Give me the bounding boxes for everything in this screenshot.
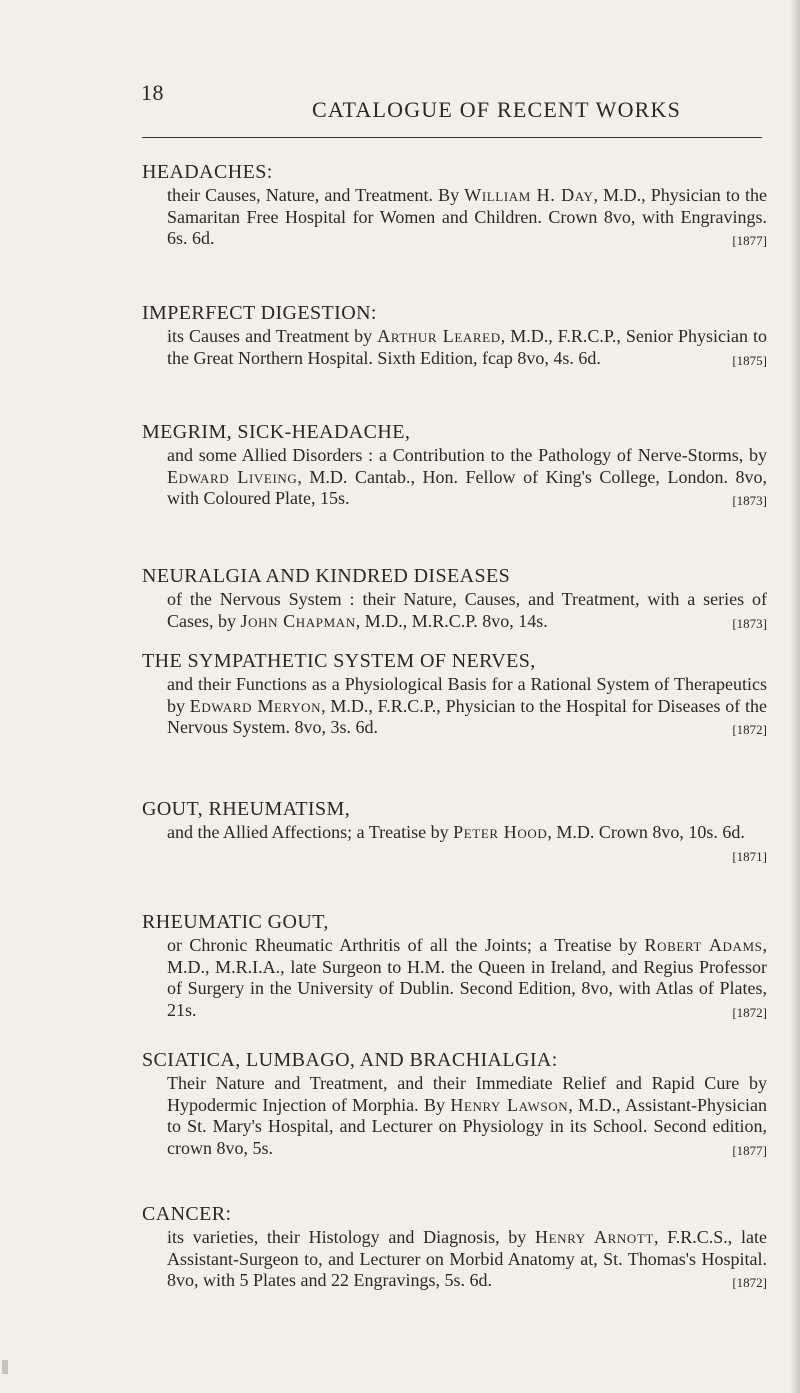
entry-text: of the Nervous System : their Nature, Causes, and Treatment, with a series of Cases, by bbox=[167, 589, 767, 631]
entry-title: SCIATICA, LUMBAGO, AND BRACHIALGIA: bbox=[142, 1049, 558, 1071]
entry-text-cont: , M.D., Assistant-Physician to St. Mary's Hospital, and Lecturer on Physiology in its School. Second edition, crown 8vo, 5s. bbox=[167, 1094, 767, 1158]
entry-author: Edward Liveing bbox=[167, 466, 298, 487]
entry-description bbox=[167, 185, 767, 252]
entry-author: Arthur Leared bbox=[377, 326, 501, 346]
entry-text: and the Allied Affections; a Treatise by bbox=[167, 822, 454, 842]
entry-year: [1872] bbox=[732, 1004, 767, 1020]
catalogue-entry bbox=[142, 1202, 767, 1294]
entry-year: [1877] bbox=[732, 233, 767, 248]
entry-text-cont: , M.D., M.R.C.P. 8vo, 14s. bbox=[355, 610, 548, 631]
page-margin-mark bbox=[2, 1360, 8, 1374]
entry-author: Peter Hood bbox=[453, 822, 548, 842]
entry-text-cont: , F.R.C.S., late Assistant-Surgeon to, and Lecturer on Morbid Anatomy at, St. Thomas's Hospital. 8vo, with 5 Plates and 22 Engravings, 5s. 6d. bbox=[167, 1227, 767, 1290]
entry-title: CANCER: bbox=[142, 1203, 232, 1225]
entry-year: [1875] bbox=[732, 352, 767, 368]
catalogue-entry bbox=[142, 160, 767, 252]
entry-description bbox=[167, 1227, 767, 1294]
catalogue-entry bbox=[142, 649, 767, 741]
entry-author: Henry Lawson bbox=[450, 1094, 569, 1115]
entry-title: THE SYMPATHETIC SYSTEM OF NERVES, bbox=[142, 650, 536, 672]
entry-title: GOUT, RHEUMATISM, bbox=[142, 798, 351, 820]
page-number: 18 bbox=[141, 80, 164, 105]
entry-description bbox=[167, 935, 767, 1023]
catalogue-entry bbox=[142, 301, 767, 371]
entry-text: and some Allied Disorders : a Contribution to the Pathology of Nerve-Storms, by bbox=[167, 445, 767, 465]
entry-description bbox=[167, 326, 767, 371]
entry-year: [1872] bbox=[732, 1275, 767, 1290]
entry-text-cont: , M.D., Physician to the Samaritan Free Hospital for Women and Children. Crown 8vo, with Engravings. 6s. 6d. bbox=[167, 185, 768, 248]
entry-description bbox=[167, 589, 767, 634]
catalogue-entry bbox=[142, 910, 767, 1023]
entry-title: NEURALGIA AND KINDRED DISEASES bbox=[142, 565, 511, 587]
entry-description bbox=[167, 1073, 767, 1161]
catalogue-entry bbox=[142, 797, 767, 867]
entry-author: Edward Meryon bbox=[189, 695, 322, 716]
catalogue-entry bbox=[142, 564, 767, 634]
entry-text: its Causes and Treatment by bbox=[167, 326, 378, 346]
entry-text-cont: , M.D. Cantab., Hon. Fellow of King's College, London. 8vo, with Coloured Plate, 15s. bbox=[167, 466, 767, 508]
entry-title: IMPERFECT DIGESTION: bbox=[142, 302, 377, 324]
entry-author: William H. Day bbox=[464, 185, 594, 205]
page-edge-shadow bbox=[790, 0, 800, 1393]
entry-title: HEADACHES: bbox=[142, 161, 273, 183]
entry-author: John Chapman bbox=[240, 610, 356, 631]
entry-author: Henry Arnott bbox=[535, 1227, 654, 1247]
entry-text-cont: , M.D. Crown 8vo, 10s. 6d. bbox=[547, 822, 745, 842]
catalogue-entry bbox=[142, 420, 767, 512]
entry-year: [1873] bbox=[732, 493, 767, 508]
entry-text-cont: , M.D., M.R.I.A., late Surgeon to H.M. the Queen in Ireland, and Regius Professor of Surgery in the University of Dublin. Second Edition, 8vo, with Atlas of Plates, 21s. bbox=[167, 935, 768, 1020]
entry-year: [1871] bbox=[732, 848, 767, 864]
entry-year: [1873] bbox=[732, 615, 767, 631]
entry-text: or Chronic Rheumatic Arthritis of all the Joints; a Treatise by bbox=[167, 935, 645, 955]
entry-title: MEGRIM, SICK-HEADACHE, bbox=[142, 421, 411, 443]
entry-year: [1877] bbox=[732, 1142, 767, 1158]
entry-text: its varieties, their Histology and Diagnosis, by bbox=[167, 1227, 536, 1247]
entry-text-cont: , M.D., F.R.C.P., Physician to the Hospital for Diseases of the Nervous System. 8vo, 3s. 6d. bbox=[167, 695, 767, 737]
running-head: CATALOGUE OF RECENT WORKS bbox=[312, 97, 682, 122]
entry-text: and their Functions as a Physiological Basis for a Rational System of Therapeutics by bbox=[167, 674, 767, 716]
entry-text: their Causes, Nature, and Treatment. By bbox=[167, 185, 465, 205]
entry-description bbox=[167, 674, 767, 741]
entry-text-cont: , M.D., F.R.C.P., Senior Physician to the Great Northern Hospital. Sixth Edition, fcap 8vo, 4s. 6d. bbox=[167, 326, 768, 368]
entry-title: RHEUMATIC GOUT, bbox=[142, 911, 329, 933]
entry-description bbox=[167, 445, 767, 512]
entry-text: Their Nature and Treatment, and their Immediate Relief and Rapid Cure by Hypodermic Injection of Morphia. By bbox=[167, 1073, 767, 1115]
header-rule bbox=[142, 137, 762, 138]
catalogue-entry bbox=[142, 1048, 767, 1161]
entry-author: Robert Adams bbox=[644, 935, 763, 955]
entry-description bbox=[167, 822, 767, 867]
entry-year: [1872] bbox=[732, 722, 767, 737]
